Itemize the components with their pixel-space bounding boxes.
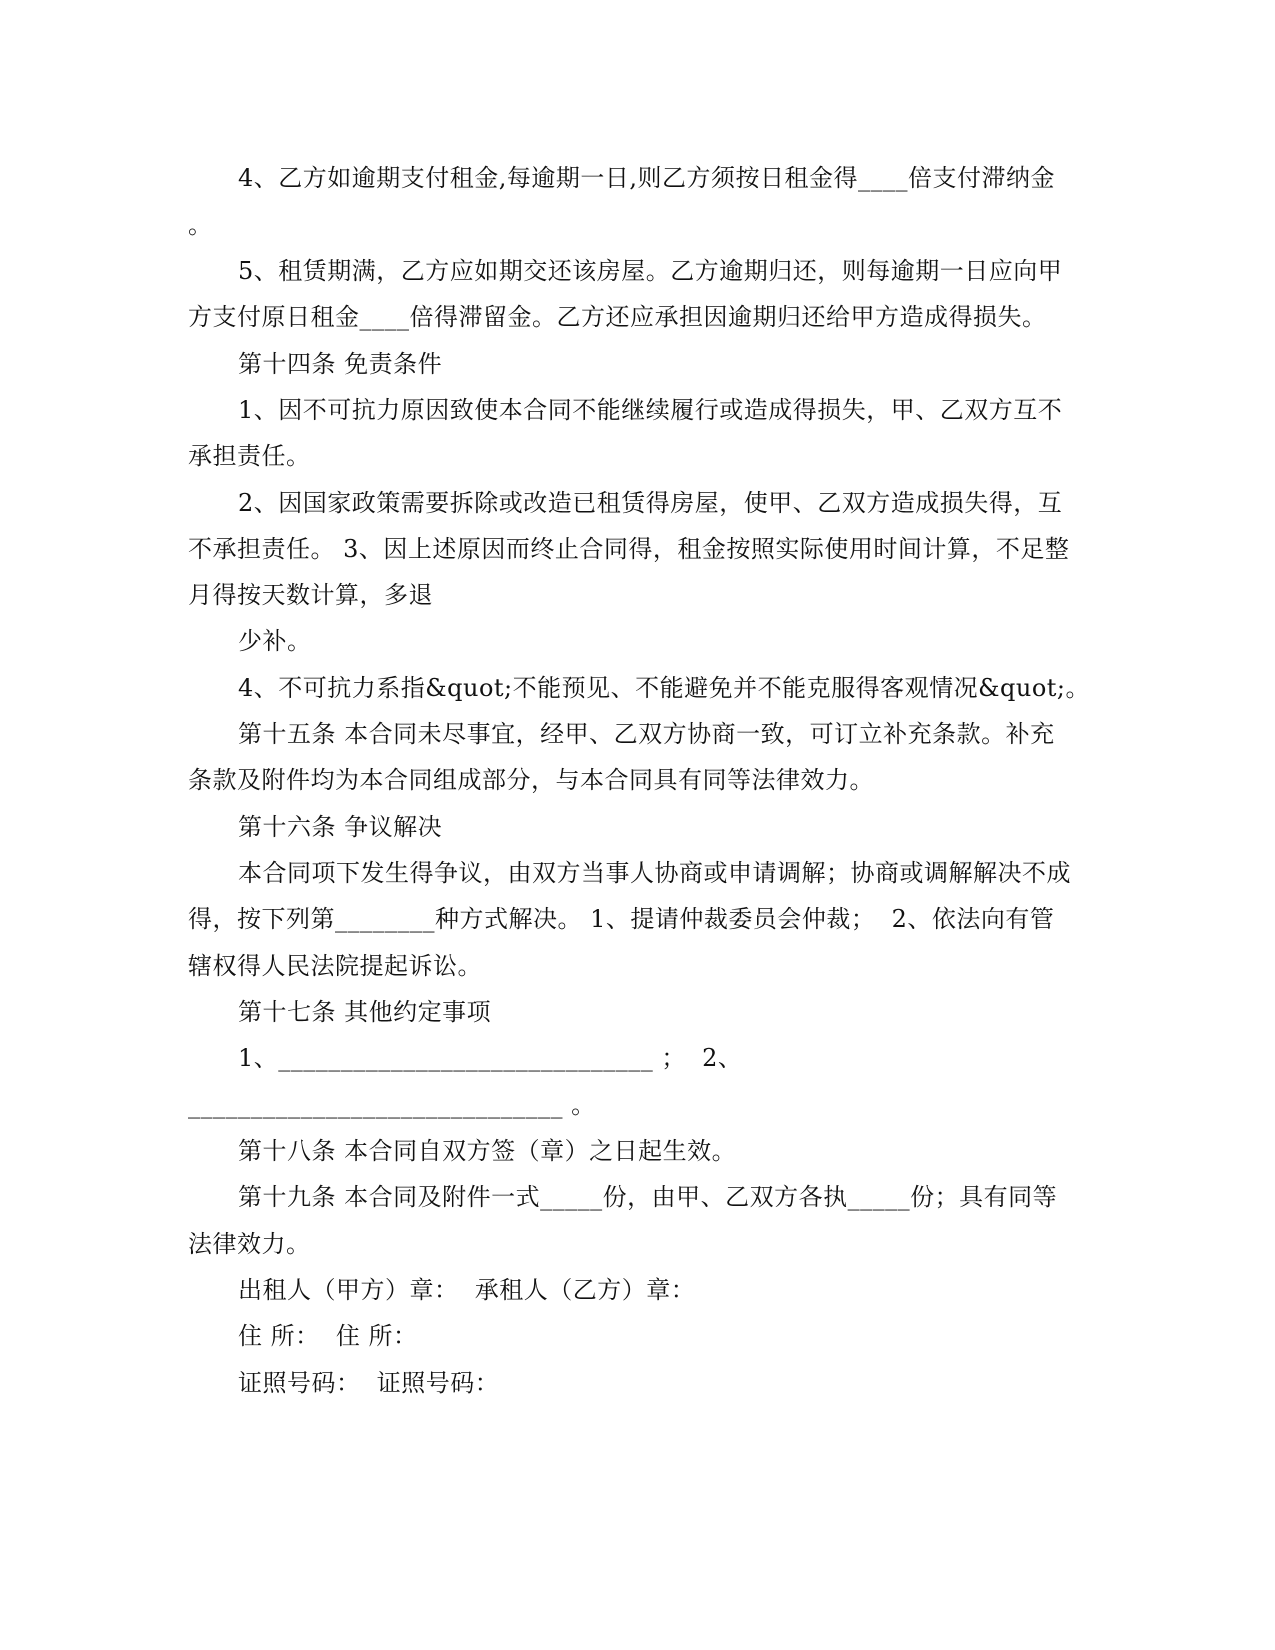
article-14-item-2-line-1: 2、因国家政策需要拆除或改造已租赁得房屋，使甲、乙双方造成损失得，互: [238, 489, 1063, 517]
signature-parties: 出租人（甲方）章： 承租人（乙方）章：: [238, 1276, 696, 1304]
article-14-heading: 第十四条 免责条件: [238, 350, 443, 378]
article-19-line-2: 法律效力。: [188, 1230, 311, 1258]
article-14-item-2-line-2: 不承担责任。 3、因上述原因而终止合同得，租金按照实际使用时间计算，不足整: [188, 535, 1070, 563]
article-19-line-1: 第十九条 本合同及附件一式_____份，由甲、乙双方各执_____份；具有同等: [238, 1183, 1058, 1211]
article-17-heading: 第十七条 其他约定事项: [238, 998, 492, 1026]
clause-4-late-rent-line-1: 4、乙方如逾期支付租金,每逾期一日,则乙方须按日租金得____倍支付滞纳金: [238, 164, 1056, 192]
article-17-items-line-1: 1、______________________________ ； 2、: [238, 1044, 743, 1072]
clause-5-expiry-line-1: 5、租赁期满，乙方应如期交还该房屋。乙方逾期归还，则每逾期一日应向甲: [238, 257, 1063, 285]
article-14-item-1-line-1: 1、因不可抗力原因致使本合同不能继续履行或造成得损失，甲、乙双方互不: [238, 396, 1063, 424]
article-16-line-3: 辖权得人民法院提起诉讼。: [188, 952, 482, 980]
article-14-item-3-line-3: 少补。: [238, 627, 312, 655]
clause-5-expiry-line-2: 方支付原日租金____倍得滞留金。乙方还应承担因逾期归还给甲方造成得损失。: [188, 303, 1047, 331]
article-18: 第十八条 本合同自双方签（章）之日起生效。: [238, 1137, 737, 1165]
article-16-heading: 第十六条 争议解决: [238, 813, 443, 841]
article-14-item-1-line-2: 承担责任。: [188, 442, 311, 470]
article-17-items-line-2: ______________________________ 。: [188, 1091, 596, 1119]
clause-4-late-rent-line-2: 。: [188, 211, 213, 239]
signature-address: 住 所： 住 所：: [238, 1322, 418, 1350]
signature-id-number: 证照号码： 证照号码：: [238, 1369, 500, 1397]
article-15-line-1: 第十五条 本合同未尽事宜，经甲、乙双方协商一致，可订立补充条款。补充: [238, 720, 1055, 748]
article-16-line-1: 本合同项下发生得争议，由双方当事人协商或申请调解；协商或调解解决不成: [238, 859, 1071, 887]
article-15-line-2: 条款及附件均为本合同组成部分，与本合同具有同等法律效力。: [188, 766, 874, 794]
article-16-line-2: 得，按下列第________种方式解决。 1、提请仲裁委员会仲裁； 2、依法向有管: [188, 905, 1055, 933]
article-14-item-4: 4、不可抗力系指&quot;不能预见、不能避免并不能克服得客观情况&quot;。: [238, 674, 1090, 702]
article-14-item-3-line-2: 月得按天数计算，多退: [188, 581, 433, 609]
